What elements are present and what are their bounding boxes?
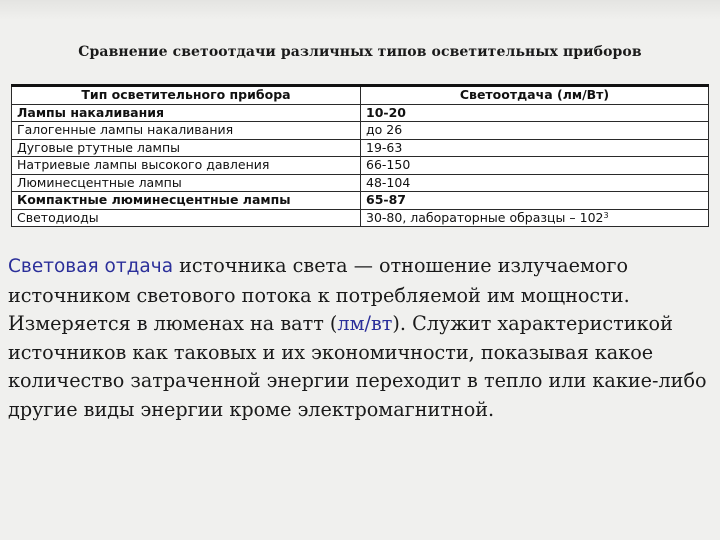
efficacy-value: 65-87 — [366, 192, 406, 208]
slide-top-band — [0, 0, 720, 20]
cell-efficacy — [361, 157, 709, 175]
efficacy-value: 10-20 — [366, 104, 406, 120]
cell-lamp-type: Лампы накаливания — [12, 104, 361, 122]
efficacy-value: 30-80, лабораторные образцы – 102 — [366, 209, 604, 225]
comparison-table — [11, 84, 709, 227]
header-lamp-type: Тип осветительного прибора — [12, 86, 361, 105]
unit-label: лм/вт — [337, 312, 393, 335]
slide-title: Сравнение светоотдачи различных типов осветительных приборов — [78, 44, 642, 60]
cell-efficacy — [361, 209, 709, 227]
cell-efficacy — [361, 104, 709, 122]
cell-lamp-type: Натриевые лампы высокого давления — [12, 157, 361, 175]
table-body — [12, 104, 709, 227]
paragraph-text-part-1: источника света — отношение излучаемого источником светового потока к потребляемой им мощности. Измеряется в люменах на ватт ( — [8, 254, 630, 335]
cell-lamp-type: Компактные люминесцентные лампы — [12, 192, 361, 210]
efficacy-value: до 26 — [366, 122, 403, 138]
table-row — [12, 139, 709, 157]
comparison-table-container — [11, 84, 709, 226]
table-header-row — [12, 86, 709, 105]
paragraph-text-part-2: ). Служит характеристикой источников как таковых и их экономичности, показывая какое количество затраченной энергии переходит в тепло или какие-либо другие виды энергии кроме электромагнитной. — [8, 312, 707, 421]
table-row — [12, 122, 709, 140]
header-efficacy: Светоотдача (лм/Вт) — [361, 86, 709, 105]
table-row — [12, 192, 709, 210]
table-row — [12, 104, 709, 122]
cell-lamp-type: Дуговые ртутные лампы — [12, 139, 361, 157]
cell-lamp-type: Люминесцентные лампы — [12, 174, 361, 192]
definition-paragraph — [8, 252, 712, 424]
defined-term: Световая отдача — [8, 256, 174, 277]
cell-efficacy — [361, 139, 709, 157]
efficacy-value: 66-150 — [366, 157, 411, 173]
efficacy-value: 19-63 — [366, 139, 403, 155]
cell-efficacy — [361, 174, 709, 192]
cell-efficacy — [361, 122, 709, 140]
efficacy-superscript: 3 — [603, 210, 609, 220]
table-row — [12, 157, 709, 175]
table-row — [12, 174, 709, 192]
efficacy-value: 48-104 — [366, 174, 411, 190]
cell-efficacy — [361, 192, 709, 210]
cell-lamp-type: Галогенные лампы накаливания — [12, 122, 361, 140]
cell-lamp-type: Светодиоды — [12, 209, 361, 227]
table-row — [12, 209, 709, 227]
